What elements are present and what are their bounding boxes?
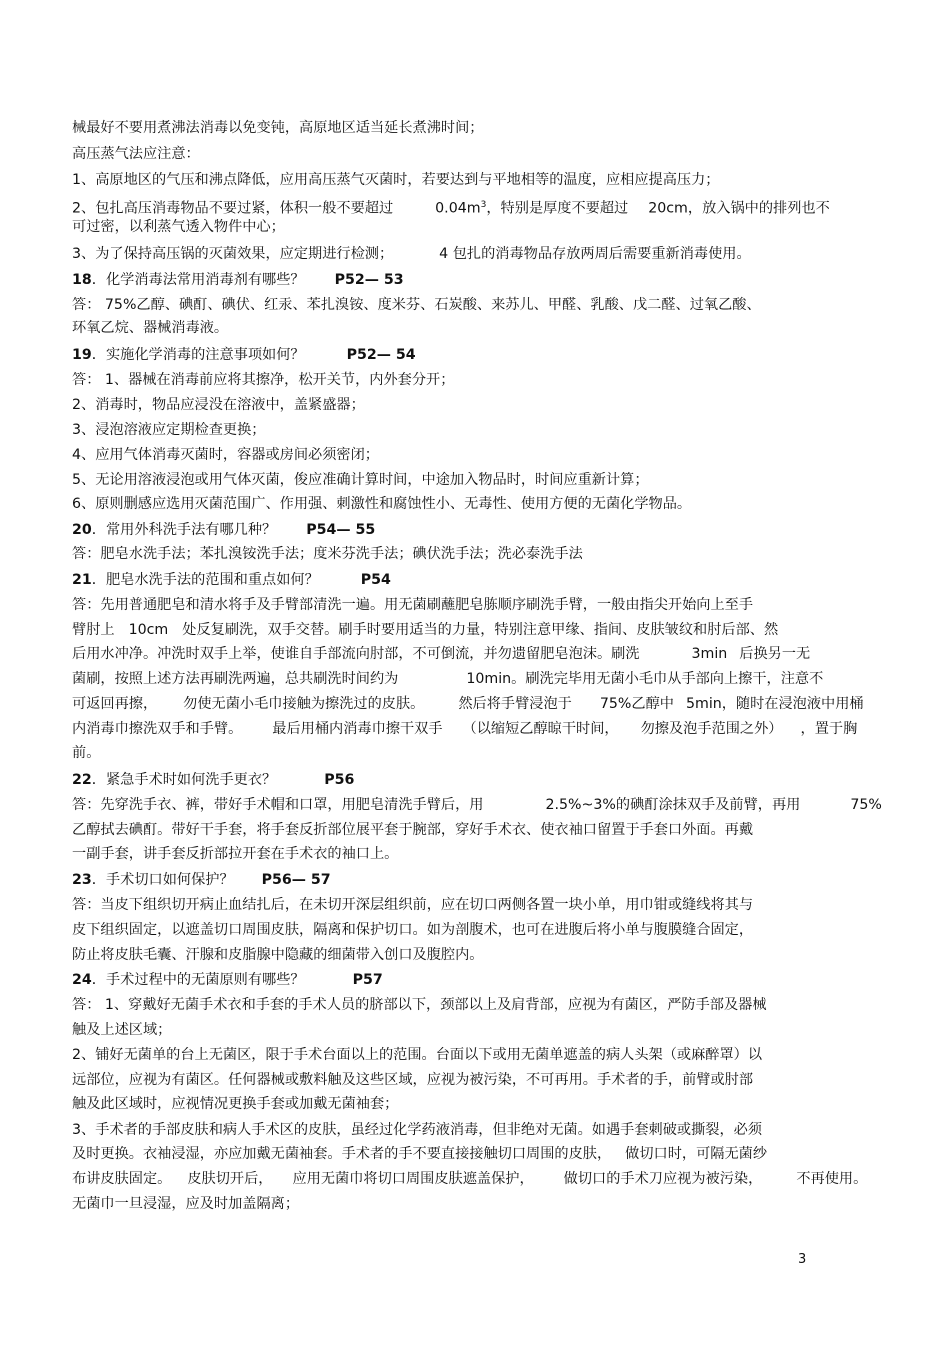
text-line: 乙醇拭去碘酊。带好干手套，将手套反折部位展平套于腕部，穿好手术衣、使衣袖口留置于手套口外面。再戴: [72, 822, 754, 838]
text-line: 菌刷，按照上述方法再刷洗两遍，总共刷洗时间约为 10min。刷洗完毕用无菌小毛巾从手部向上擦干，注意不: [72, 671, 824, 687]
text-line: 防止将皮肤毛囊、汗腺和皮脂腺中隐藏的细菌带入创口及腹腔内。: [72, 947, 484, 963]
text-line: 后用水冲净。冲洗时双手上举，使谁自手部流向肘部，不可倒流，并勿遗留肥皂泡沫。刷洗 3min 后换另一无: [72, 646, 811, 662]
page-number: 3: [798, 1252, 807, 1267]
text-line: 触及此区域时，应视情况更换手套或加戴无菌袖套；: [72, 1096, 399, 1112]
text-line: 可返回再擦， 勿使无菌小毛巾接触为擦洗过的皮肤。 然后将手臂浸泡于 75%乙醇中 5min，随时在浸泡液中用桶: [72, 696, 864, 712]
text-line: 答： 1、穿戴好无菌手术衣和手套的手术人员的脐部以下，颈部以上及肩背部，应视为有菌区，严防手部及器械: [72, 997, 767, 1013]
text-line: 一副手套，讲手套反折部拉开套在手术衣的袖口上。: [72, 846, 399, 862]
text-line: 5、无论用溶液浸泡或用气体灭菌，俊应准确计算时间，中途加入物品时，时间应重新计算；: [72, 472, 649, 488]
question-heading: 21．肥皂水洗手法的范围和重点如何？ P54: [72, 572, 391, 588]
text-line: 环氧乙烷、器械消毒液。: [72, 320, 229, 336]
text-line: 可过密，以利蒸气透入物件中心；: [72, 219, 285, 235]
question-heading: 24．手术过程中的无菌原则有哪些？ P57: [72, 972, 383, 988]
text-line: 及时更换。衣袖浸湿，亦应加戴无菌袖套。手术者的手不要直接接触切口周围的皮肤， 做切口时，可隔无菌纱: [72, 1146, 768, 1162]
text-line: 臂肘上 10cm 处反复刷洗，双手交替。刷手时要用适当的力量，特别注意甲缘、指间、皮肤皱纹和肘后部、然: [72, 622, 779, 638]
text-line: 2、铺好无菌单的台上无菌区，限于手术台面以上的范围。台面以下或用无菌单遮盖的病人头架（或麻醉罩）以: [72, 1047, 763, 1063]
text-line: 2、消毒时，物品应浸没在溶液中，盖紧盛器；: [72, 397, 365, 413]
text-line: 4、应用气体消毒灭菌时，容器或房间必须密闭；: [72, 447, 379, 463]
question-heading: 22．紧急手术时如何洗手更衣？ P56: [72, 772, 355, 788]
text-line: 触及上述区域；: [72, 1022, 172, 1038]
text-line: 答： 75%乙醇、碘酊、碘伏、红汞、苯扎溴铵、度米芬、石炭酸、来苏儿、甲醛、乳酸、戊二醛、过氧乙酸、: [72, 297, 761, 313]
question-heading: 23．手术切口如何保护？ P56— 57: [72, 872, 331, 888]
text-line: 3、为了保持高压锅的灭菌效果，应定期进行检测； 4 包扎的消毒物品存放两周后需要重新消毒使用。: [72, 246, 751, 262]
text-line: 内消毒巾擦洗双手和手臂。 最后用桶内消毒巾擦干双手 （以缩短乙醇晾干时间， 勿擦及泡手范围之外） ，置于胸: [72, 721, 858, 737]
text-line: 无菌巾一旦浸湿，应及时加盖隔离；: [72, 1196, 300, 1212]
text-line: 远部位，应视为有菌区。任何器械或敷料触及这些区域，应视为被污染，不可再用。手术者的手，前臂或肘部: [72, 1072, 754, 1088]
text-line: 1、高原地区的气压和沸点降低，应用高压蒸气灭菌时，若要达到与平地相等的温度，应相应提高压力；: [72, 172, 720, 188]
text-line: 3、浸泡溶液应定期检查更换；: [72, 422, 266, 438]
text-line: 答：当皮下组织切开病止血结扎后，在未切开深层组织前，应在切口两侧各置一块小单，用巾钳或缝线将其与: [72, 897, 754, 913]
text-line: 答：肥皂水洗手法；苯扎溴铵洗手法；度米芬洗手法；碘伏洗手法；洗必泰洗手法: [72, 546, 583, 562]
text-line: 高压蒸气法应注意：: [72, 146, 200, 162]
text-line: 械最好不要用煮沸法消毒以免变钝，高原地区适当延长煮沸时间；: [72, 120, 484, 136]
question-heading: 18．化学消毒法常用消毒剂有哪些？ P52— 53: [72, 272, 404, 288]
text-line: 答：先用普通肥皂和清水将手及手臂部清洗一遍。用无菌刷蘸肥皂胨顺序刷洗手臂，一般由指尖开始向上至手: [72, 597, 754, 613]
question-heading: 20．常用外科洗手法有哪几种？ P54— 55: [72, 522, 376, 538]
text-line: 6、原则删感应选用灭菌范围广、作用强、刺激性和腐蚀性小、无毒性、使用方便的无菌化学物品。: [72, 496, 692, 512]
text-line: 皮下组织固定，以遮盖切口周围皮肤，隔离和保护切口。如为剖腹术，也可在进腹后将小单与腹膜缝合固定，: [72, 922, 754, 938]
text-line: 布讲皮肤固定。 皮肤切开后， 应用无菌巾将切口周围皮肤遮盖保护， 做切口的手术刀应视为被污染， 不再使用。: [72, 1171, 868, 1187]
text-line: 2、包扎高压消毒物品不要过紧，体积一般不要超过 $0.04m^3$，特别是厚度不要超过 20cm，放入锅中的排列也不: [72, 200, 830, 217]
text-line: 前。: [72, 745, 101, 761]
text-line: 答：先穿洗手衣、裤，带好手术帽和口罩，用肥皂清洗手臂后，用 2.5%~3%的碘酊涂抹双手及前臂，再用 75%: [72, 797, 882, 813]
text-line: 3、手术者的手部皮肤和病人手术区的皮肤，虽经过化学药液消毒，但非绝对无菌。如遇手套刺破或撕裂，必须: [72, 1122, 763, 1138]
question-heading: 19．实施化学消毒的注意事项如何？ P52— 54: [72, 347, 416, 363]
text-line: 答： 1、器械在消毒前应将其擦净，松开关节，内外套分开；: [72, 372, 455, 388]
